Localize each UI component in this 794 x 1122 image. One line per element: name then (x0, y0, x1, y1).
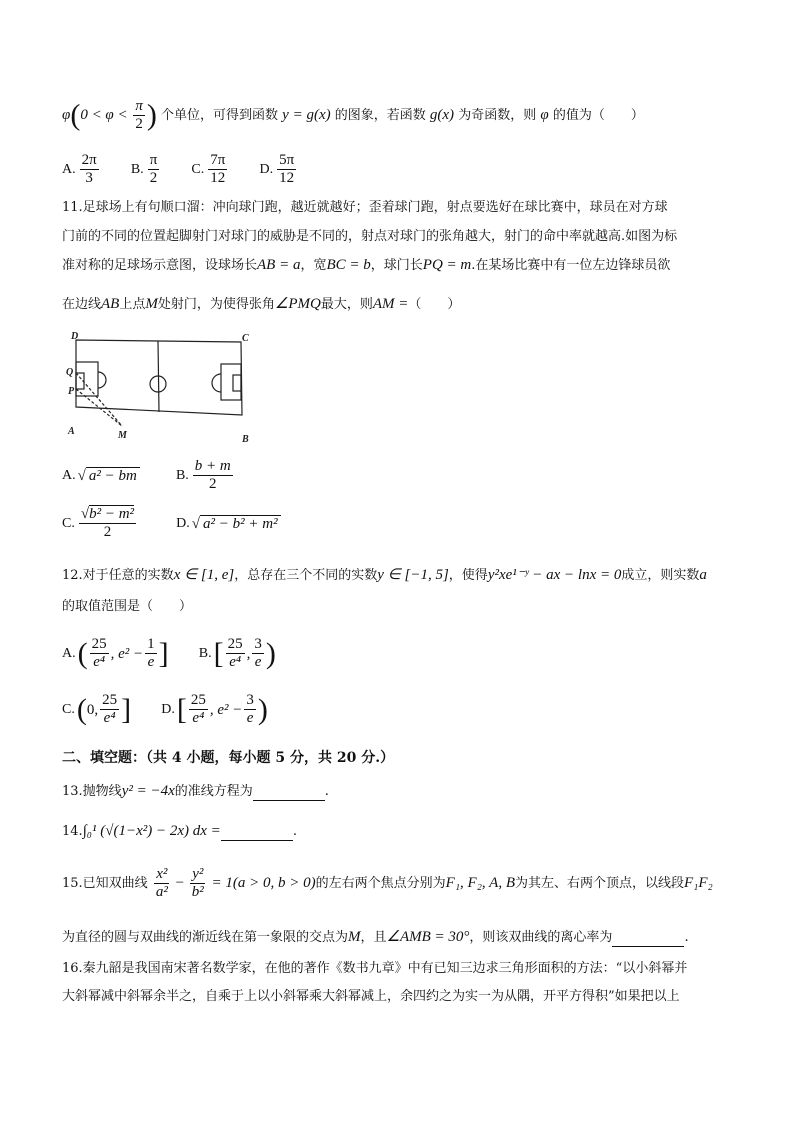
radicand: a² − bm (86, 467, 140, 484)
option-label: D. (259, 161, 274, 177)
answer-blank[interactable] (221, 826, 293, 841)
q12-line1 (62, 566, 707, 585)
frac-num: 25 (190, 692, 206, 708)
frac-den: 12 (279, 170, 295, 186)
label-p: P (68, 386, 75, 397)
q10-text2: 的图象，若函数 (334, 108, 426, 123)
q13-line (62, 782, 329, 801)
option-value (208, 152, 227, 187)
q10-options (62, 152, 324, 187)
label-m: M (118, 430, 127, 441)
bracket: ] (158, 636, 169, 670)
frac-den: e⁴ (103, 710, 116, 726)
radicand: a² − b² + m² (200, 515, 281, 532)
frac-num: 2π (81, 152, 97, 168)
option-value: √ a² − bm (78, 467, 140, 485)
text: （ ） (408, 297, 461, 312)
q12-option-a[interactable] (62, 636, 169, 671)
paren-open: ( (70, 98, 81, 132)
answer-blank[interactable] (253, 786, 325, 801)
text: 为其左、右两个顶点，以线段 (514, 876, 684, 891)
text: 12.对于任意的实数 (62, 568, 174, 583)
text: . (324, 784, 329, 799)
frac-den: 12 (210, 170, 226, 186)
point-m: M (348, 929, 361, 945)
line-qm (76, 373, 122, 426)
minus: − (171, 875, 188, 891)
frac-den: 2 (209, 476, 217, 492)
ab-eq: AB = a (257, 257, 301, 273)
mid: , (246, 645, 251, 662)
q10-text1: 个单位，可得到函数 (161, 108, 279, 123)
text: ，球门长 (370, 258, 423, 273)
q10-option-d[interactable] (259, 152, 298, 187)
q11-line3 (62, 256, 670, 275)
q12-option-b[interactable] (199, 636, 276, 671)
option-label: D. (176, 515, 190, 531)
bracket: ) (257, 692, 268, 726)
f1f2: F₁F₂ (684, 875, 713, 891)
frac-num: 7π (210, 152, 226, 168)
section-heading: 二、填空题：（共 4 小题，每小题 5 分，共 20 分.） (62, 750, 395, 766)
q12-line2: 的取值范围是（ ） (62, 599, 193, 614)
frac-num: x² (156, 866, 168, 882)
right-penalty-box (221, 364, 241, 400)
phi-symbol: φ (62, 107, 71, 123)
option-label: C. (191, 161, 205, 177)
frac (189, 692, 208, 727)
answer-blank[interactable] (612, 932, 684, 947)
option-value (80, 152, 99, 187)
option-label: C. (62, 701, 75, 717)
bracket: [ (213, 636, 224, 670)
q12-option-c[interactable] (62, 692, 131, 727)
frac-den: b² (191, 884, 204, 900)
frac-num: b + m (194, 458, 231, 474)
q12-options-row1 (62, 636, 302, 671)
q10-text4: 的值为（ ） (552, 108, 644, 123)
mid: 0, (86, 701, 99, 718)
frac (145, 636, 157, 671)
q10-expr2: g(x) (429, 107, 455, 123)
left-penalty-box (76, 362, 98, 396)
hidden (76, 407, 122, 426)
frac-num: 3 (246, 692, 254, 708)
radicand: b² − m² (89, 506, 135, 522)
bracket: [ (176, 692, 187, 726)
q14-line (62, 822, 297, 841)
q11-options-row1 (62, 458, 261, 493)
text: 处射门，为使得张角 (157, 297, 275, 312)
label-b: B (242, 434, 249, 445)
q11-line1: 11.足球场上有句顺口溜：冲向球门跑，越近就越好；歪着球门跑，射点要选好在球比赛中，球员在对方球 (62, 200, 668, 215)
x-range: x ∈ [1, e] (173, 567, 235, 583)
text: . (292, 824, 297, 839)
q16-line1: 16.秦九韶是我国南宋著名数学家，在他的著作《数书九章》中有已知三边求三角形面积的方法：“以小斜幂并 (62, 961, 688, 976)
option-value (79, 506, 136, 541)
pq-eq: PQ = m (422, 257, 472, 273)
am-eq: AM = (372, 296, 409, 312)
option-label: A. (62, 467, 76, 483)
bracket: ( (77, 636, 88, 670)
q15-line1 (62, 866, 713, 901)
frac-num: 25 (91, 636, 107, 652)
q10-expr1: y = g(x) (282, 107, 331, 123)
soccer-field-figure (62, 330, 262, 446)
frac (100, 692, 119, 727)
text: 为直径的圆与双曲线的渐近线在第一象限的交点为 (62, 930, 349, 945)
option-value (148, 152, 160, 187)
q16-line2: 大斜幂减中斜幂余半之，自乘于上以小斜幂乘大斜幂减上，余四约之为实一为从隅，开平方得积”如果把以上 (62, 989, 680, 1004)
frac-den: 2 (149, 170, 158, 186)
frac (252, 636, 264, 671)
q11-line2: 门前的不同的位置起脚射门对球门的威胁是不同的，射点对球门的张角越大，射门的命中率就越高.如图为标 (62, 229, 678, 244)
text: ，总存在三个不同的实数 (234, 568, 378, 583)
expr: ∫₀¹ (√(1−x²) − 2x) dx = (82, 823, 221, 839)
frac-num: π (135, 98, 143, 114)
frac-num: 5π (279, 152, 295, 168)
angle: ∠AMB = 30° (386, 929, 470, 945)
frac-den: e⁴ (93, 654, 106, 670)
right-goal-box (233, 375, 241, 391)
label-q: Q (66, 367, 74, 378)
equation: y²xe¹⁻ʸ − ax − lnx = 0 (487, 567, 622, 583)
q11-options-row2 (62, 506, 307, 541)
frac (244, 692, 256, 727)
q11-option-d[interactable] (176, 515, 280, 533)
paren-close: ) (146, 98, 157, 132)
pi-over-two (133, 98, 145, 133)
right-penalty-arc (212, 374, 221, 392)
option-label: D. (161, 701, 175, 717)
text: . (684, 930, 689, 945)
text: 上点 (119, 297, 146, 312)
text: .在某场比赛中有一位左边锋球员欲 (471, 258, 671, 273)
q11-option-c[interactable] (62, 506, 138, 541)
frac-den: e (147, 654, 155, 670)
q10-option-a[interactable] (62, 152, 101, 187)
frac-den: 3 (85, 170, 93, 186)
q10-text3: 为奇函数，则 (458, 108, 537, 123)
text: ，宽 (300, 258, 327, 273)
var-a: a (699, 567, 707, 583)
frac-num: 25 (102, 692, 118, 708)
text: 在边线 (62, 297, 102, 312)
q10-option-b[interactable] (131, 152, 161, 187)
bracket: ) (265, 636, 276, 670)
text: ，则该双曲线的离心率为 (469, 930, 613, 945)
text: 成立，则实数 (621, 568, 700, 583)
cond: = 1(a > 0, b > 0) (207, 875, 316, 891)
left-penalty-arc (98, 372, 106, 388)
ab: AB (101, 296, 120, 312)
option-label: A. (62, 645, 76, 661)
frac-num: π (149, 152, 158, 168)
frac-num: √b² − m² (80, 506, 135, 522)
label-c: C (242, 333, 249, 344)
option-label: A. (62, 161, 76, 177)
frac-den: a² (155, 884, 168, 900)
point-m: M (145, 296, 158, 312)
label-d: D (71, 331, 79, 342)
option-value (193, 458, 233, 493)
q10-tail-line (62, 98, 644, 133)
frac (90, 636, 109, 671)
q12-option-d[interactable] (161, 692, 268, 727)
bc-eq: BC = b (326, 257, 371, 273)
q15-line2 (62, 928, 689, 947)
angle-pmq: ∠PMQ (274, 296, 321, 312)
text: 的左右两个焦点分别为 (315, 876, 446, 891)
q11-option-a[interactable] (62, 467, 140, 485)
frac-den: 2 (103, 524, 112, 540)
q11-option-b[interactable] (176, 458, 235, 493)
text: 准对称的足球场示意图，设球场长 (62, 258, 258, 273)
text: ，使得 (448, 568, 488, 583)
text: 的准线方程为 (174, 784, 253, 799)
q10-option-c[interactable] (191, 152, 229, 187)
text: 13.抛物线 (62, 784, 122, 799)
mid: , e² − (209, 701, 243, 718)
text: ，且 (360, 930, 387, 945)
option-label: C. (62, 515, 75, 531)
frac-num: 1 (147, 636, 155, 652)
frac-den: 2 (135, 116, 143, 132)
frac-den: e (246, 710, 254, 726)
foci: F₁, F₂, A, B (445, 875, 515, 891)
text: 最大，则 (320, 297, 373, 312)
text: 14. (62, 824, 83, 839)
option-value: √ a² − b² + m² (192, 515, 281, 533)
mid: , e² − (110, 645, 144, 662)
option-label: B. (175, 467, 189, 483)
frac-num: 25 (227, 636, 243, 652)
frac-num: 3 (254, 636, 262, 652)
label-a: A (68, 426, 75, 437)
q10-phi: φ (540, 107, 549, 123)
frac-den: e⁴ (192, 710, 205, 726)
q11-line4 (62, 295, 460, 314)
text: 15.已知双曲线 (62, 876, 148, 891)
expr: y² = −4x (121, 783, 175, 799)
frac (190, 866, 206, 901)
frac-den: e⁴ (229, 654, 242, 670)
option-value (277, 152, 296, 187)
bracket: ( (76, 692, 87, 726)
option-label: B. (130, 161, 144, 177)
q12-options-row2 (62, 692, 294, 727)
frac-den: e (254, 654, 262, 670)
phi-condition: 0 < φ < (80, 107, 132, 123)
frac (226, 636, 245, 671)
y-range: y ∈ [−1, 5] (377, 567, 449, 583)
frac (154, 866, 170, 901)
frac-num: y² (192, 866, 204, 882)
option-label: B. (198, 645, 212, 661)
bracket: ] (121, 692, 132, 726)
